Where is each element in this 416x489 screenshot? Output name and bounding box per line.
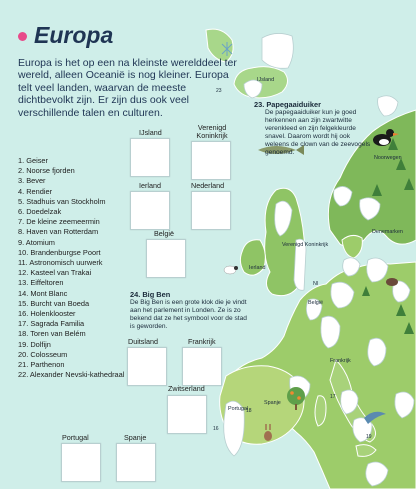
legend-item: 5. Stadhuis van Stockholm: [18, 196, 106, 206]
legend-item: 11. Astronomisch uurwerk: [18, 258, 103, 268]
map-number-18: 18: [246, 408, 252, 414]
intro-text: Europa is het op een na kleinste werelddeel ter wereld, alleen Oceanië is nog kleiner. Europa telt veel landen, waarvan de meeste dichtbevolkt zijn. Er zijn dus ook veel verschillende talen en culturen.: [18, 57, 237, 119]
legend-item: 12. Kasteel van Trakai: [18, 268, 92, 278]
title-bullet: [18, 32, 27, 41]
legend-item: 19. Dolfijn: [18, 339, 51, 349]
legend-item: 21. Parthenon: [18, 360, 65, 370]
legend-item: 17. Sagrada Familia: [18, 319, 85, 329]
map-label-frankrijk: Frankrijk: [330, 358, 351, 364]
map-label-nl: Nl: [313, 281, 319, 287]
sticker-slot-spanje[interactable]: [116, 443, 156, 482]
sticker-slot-nederland[interactable]: [191, 191, 231, 230]
legend-item: 2. Noorse fjorden: [18, 166, 75, 176]
sticker-label-belgie: België: [154, 229, 174, 238]
sticker-label-frankrijk: Frankrijk: [188, 337, 216, 346]
map-label-ierland: Ierland: [249, 265, 266, 271]
legend-item: 20. Colosseum: [18, 349, 68, 359]
legend-item: 16. Holenklooster: [18, 309, 76, 319]
sticker-slot-frankrijk[interactable]: [182, 347, 222, 386]
map-label-noorwegen: Noorwegen: [374, 155, 402, 161]
sticker-label-vk: Verenigd Koninkrijk: [196, 123, 228, 140]
sticker-label-zwitserland: Zwitserland: [168, 384, 205, 393]
map-label-ijsland: IJsland: [257, 77, 275, 83]
legend-list: [18, 156, 124, 380]
legend-item: 15. Burcht van Boeda: [18, 298, 90, 308]
legend-item: 8. Haven van Rotterdam: [18, 227, 99, 237]
sticker-label-ijsland: IJsland: [139, 128, 162, 137]
sticker-slot-zwitserland[interactable]: [167, 395, 207, 434]
papegaai-title: 23. Papegaaiduiker: [254, 100, 321, 109]
sticker-slot-ierland[interactable]: [130, 191, 170, 230]
map-label-spanje: Spanje: [264, 400, 281, 406]
legend-item: 6. Doedelzak: [18, 207, 62, 217]
map-number-16: 16: [213, 426, 219, 432]
sticker-label-portugal: Portugal: [62, 433, 89, 442]
papegaai-text: De papegaaiduiker kun je goed herkennen aan zijn zwartwitte verenkleed en zijn felgekleurde snavel. Daarom wordt hij ook weleens de clown van de zeevogels genoemd.: [265, 109, 371, 156]
legend-item: 1. Geiser: [18, 156, 48, 165]
bigben-title: 24. Big Ben: [130, 290, 171, 299]
map-label-vk: Verenigd Koninkrijk: [282, 242, 329, 248]
legend-item: 7. De kleine zeemeermin: [18, 217, 100, 227]
denmark-shape: [342, 235, 362, 258]
map-number-19: 19: [366, 434, 372, 440]
sticker-slot-duitsland[interactable]: [127, 347, 167, 386]
map-number-17: 17: [330, 394, 336, 400]
map-number-23: 23: [216, 88, 222, 94]
sticker-slot-vk[interactable]: [191, 141, 231, 180]
sticker-label-ierland: Ierland: [139, 181, 161, 190]
map-label-denemarken: Denemarken: [372, 229, 403, 235]
legend-item: 14. Mont Blanc: [18, 288, 68, 298]
legend-item: 4. Rendier: [18, 186, 53, 196]
sheep-icon: [224, 266, 238, 274]
sticker-slot-ijsland[interactable]: [130, 138, 170, 177]
map-label-portugal: Portugal: [228, 406, 249, 412]
legend-item: 10. Brandenburgse Poort: [18, 247, 101, 257]
bear-icon: [386, 278, 398, 286]
legend-item: 9. Atomium: [18, 237, 55, 247]
legend-item: 3. Bever: [18, 176, 46, 186]
page-title: Europa: [34, 22, 114, 48]
map-label-belgie: België: [308, 300, 323, 306]
sticker-slot-belgie[interactable]: [146, 239, 186, 278]
sticker-label-spanje: Spanje: [124, 433, 147, 442]
sticker-label-nederland: Nederland: [191, 181, 225, 190]
legend-item: 18. Toren van Belém: [18, 329, 86, 339]
sticker-slot-portugal[interactable]: [61, 443, 101, 482]
legend-item: 22. Alexander Nevski-kathedraal: [18, 370, 125, 380]
bigben-text: De Big Ben is een grote klok die je vindt aan het parlement in Londen. Ze is zo bekend dat ze het symbool voor de stad is geworden.: [130, 299, 247, 330]
legend-item: 13. Eiffeltoren: [18, 278, 64, 288]
sticker-label-duitsland: Duitsland: [128, 337, 158, 346]
